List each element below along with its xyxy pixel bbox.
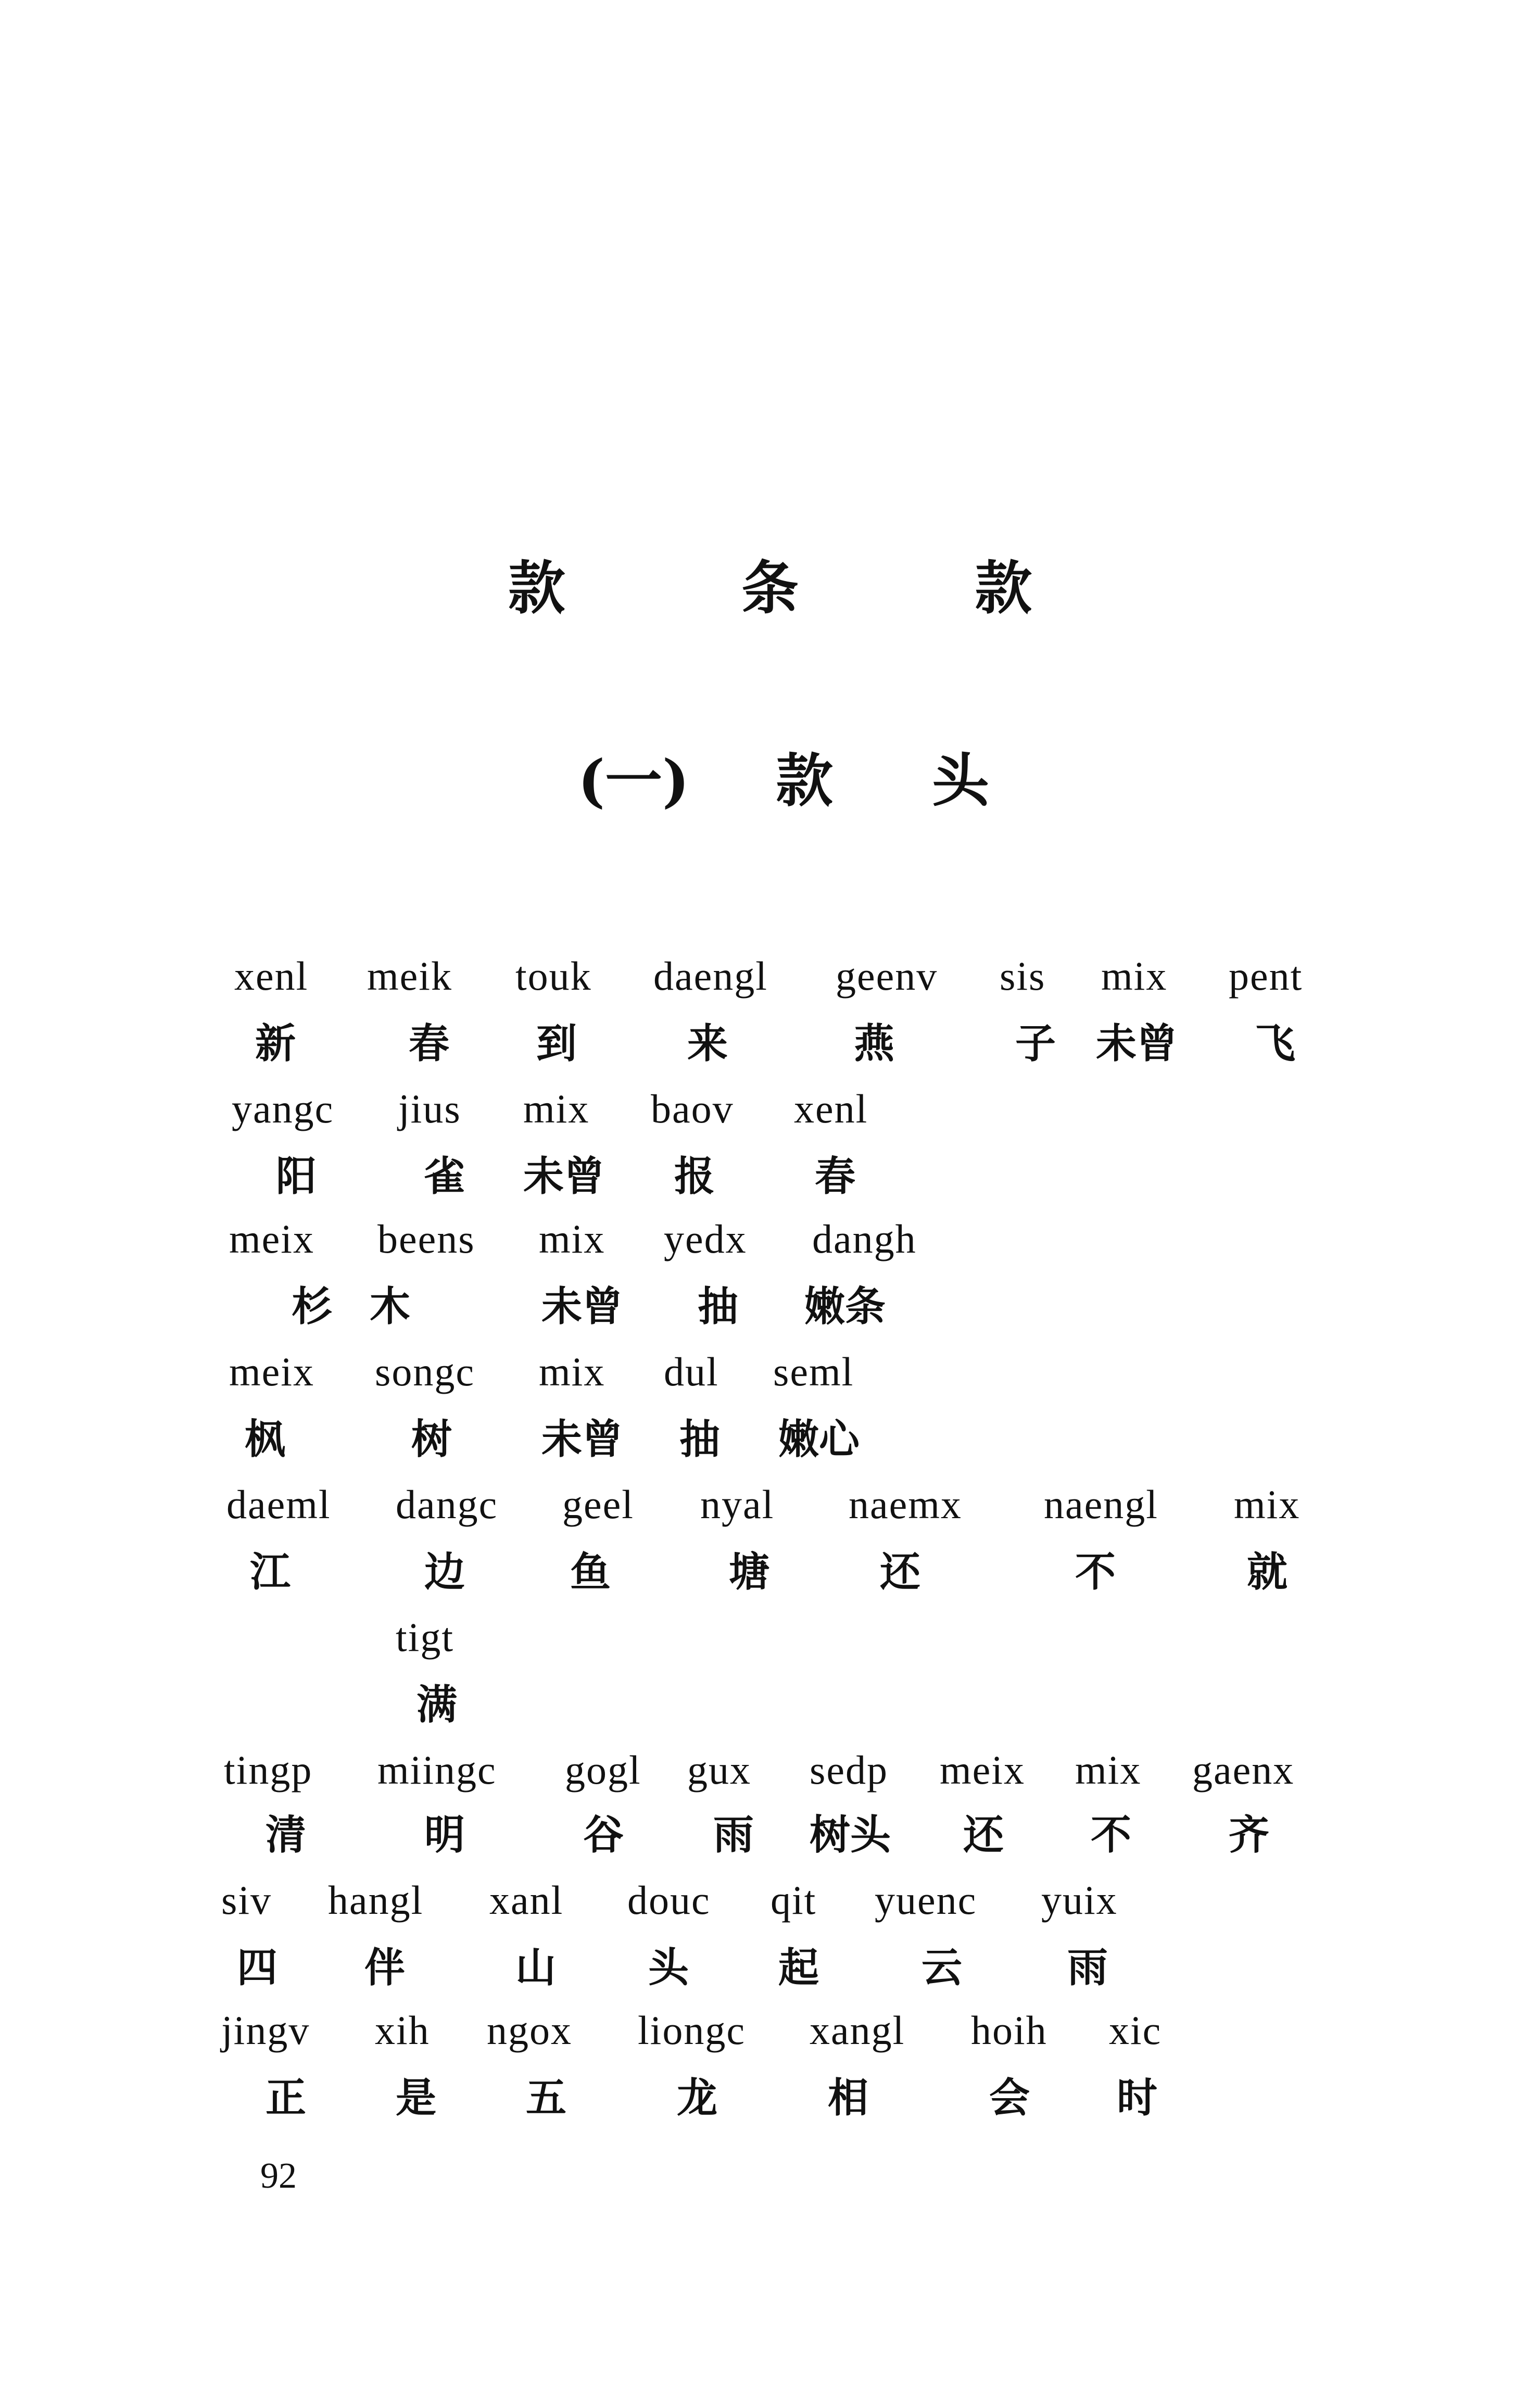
- page-title: 款 条 款: [508, 554, 1110, 622]
- romanized-word: hangl: [328, 1877, 424, 1923]
- romanized-word: tingp: [224, 1747, 313, 1793]
- romanized-word: gux: [687, 1747, 751, 1793]
- hanzi-word: 还: [880, 1549, 921, 1596]
- romanized-word: mix: [539, 1216, 605, 1261]
- hanzi-word: 伴: [364, 1945, 406, 1991]
- romanized-word: daeml: [226, 1482, 331, 1527]
- hanzi-word: 江: [250, 1549, 291, 1596]
- hanzi-word: 未曾: [541, 1283, 623, 1330]
- romanized-word: xenl: [234, 953, 309, 999]
- hanzi-word: 头: [648, 1945, 689, 1991]
- romanized-word: mix: [1101, 953, 1168, 999]
- hanzi-word: 子: [1015, 1020, 1056, 1067]
- romanized-word: daengl: [653, 953, 768, 999]
- romanized-word: seml: [773, 1349, 854, 1394]
- romanized-word: meix: [940, 1747, 1025, 1793]
- romanized-word: dangh: [812, 1216, 917, 1261]
- hanzi-word: 是: [396, 2075, 437, 2122]
- hanzi-word: 木: [370, 1283, 411, 1330]
- hanzi-word: 龙: [677, 2075, 718, 2122]
- page-number: 92: [260, 2156, 297, 2196]
- hanzi-word: 鱼: [570, 1549, 611, 1596]
- hanzi-word: 四: [237, 1945, 278, 1991]
- romanized-word: pent: [1229, 953, 1303, 999]
- hanzi-word: 不: [1075, 1549, 1116, 1596]
- romanized-word: tigt: [396, 1614, 455, 1660]
- romanized-word: xic: [1109, 2008, 1162, 2053]
- romanized-word: mix: [1075, 1747, 1142, 1793]
- hanzi-word: 来: [687, 1020, 728, 1067]
- hanzi-word: 未曾: [541, 1416, 623, 1463]
- romanized-word: dangc: [396, 1482, 498, 1527]
- romanized-word: nyal: [700, 1482, 775, 1527]
- romanized-word: meix: [229, 1216, 314, 1261]
- romanized-word: liongc: [638, 2008, 746, 2053]
- hanzi-word: 抽: [679, 1416, 721, 1463]
- hanzi-word: 树头: [810, 1812, 891, 1859]
- hanzi-word: 边: [424, 1549, 465, 1596]
- romanized-word: douc: [627, 1877, 711, 1923]
- romanized-word: touk: [515, 953, 592, 999]
- romanized-word: hoih: [971, 2008, 1047, 2053]
- hanzi-word: 枫: [245, 1416, 286, 1463]
- hanzi-word: 到: [536, 1020, 577, 1067]
- hanzi-word: 齐: [1229, 1812, 1270, 1859]
- romanized-word: mix: [539, 1349, 605, 1394]
- hanzi-word: 抽: [698, 1283, 739, 1330]
- romanized-word: xih: [375, 2008, 430, 2053]
- hanzi-word: 不: [1091, 1812, 1132, 1859]
- section-number: (一): [578, 747, 690, 814]
- romanized-word: xenl: [794, 1086, 868, 1131]
- hanzi-word: 春: [815, 1153, 856, 1200]
- hanzi-word: 未曾: [523, 1153, 605, 1200]
- romanized-word: xanl: [489, 1877, 564, 1923]
- romanized-word: sis: [1000, 953, 1046, 999]
- hanzi-word: 会: [989, 2075, 1030, 2122]
- hanzi-word: 燕: [854, 1020, 895, 1067]
- section-word-2: 头: [932, 747, 989, 814]
- hanzi-word: 塘: [729, 1549, 770, 1596]
- hanzi-word: 新: [255, 1020, 296, 1067]
- hanzi-word: 云: [922, 1945, 963, 1991]
- romanized-word: meik: [367, 953, 452, 999]
- romanized-word: yedx: [664, 1216, 747, 1261]
- romanized-word: naengl: [1044, 1482, 1158, 1527]
- hanzi-word: 雨: [713, 1812, 754, 1859]
- romanized-word: jius: [398, 1086, 461, 1131]
- romanized-word: mix: [523, 1086, 590, 1131]
- hanzi-word: 相: [828, 2075, 869, 2122]
- hanzi-word: 清: [266, 1812, 307, 1859]
- hanzi-word: 山: [515, 1945, 557, 1991]
- romanized-word: yangc: [232, 1086, 334, 1131]
- romanized-word: xangl: [810, 2008, 905, 2053]
- hanzi-word: 雀: [424, 1153, 465, 1200]
- hanzi-word: 还: [963, 1812, 1004, 1859]
- hanzi-word: 谷: [583, 1812, 624, 1859]
- romanized-word: beens: [377, 1216, 475, 1261]
- hanzi-word: 阳: [276, 1153, 317, 1200]
- romanized-word: geenv: [836, 953, 938, 999]
- romanized-word: mix: [1234, 1482, 1301, 1527]
- hanzi-word: 正: [266, 2075, 307, 2122]
- romanized-word: yuenc: [875, 1877, 977, 1923]
- romanized-word: songc: [375, 1349, 475, 1394]
- hanzi-word: 树: [411, 1416, 452, 1463]
- romanized-word: qit: [771, 1877, 817, 1923]
- hanzi-word: 嫩心: [778, 1416, 860, 1463]
- romanized-word: siv: [221, 1877, 272, 1923]
- romanized-word: gogl: [565, 1747, 641, 1793]
- romanized-word: dul: [664, 1349, 719, 1394]
- romanized-word: ngox: [487, 2008, 572, 2053]
- romanized-word: naemx: [849, 1482, 962, 1527]
- romanized-word: miingc: [377, 1747, 497, 1793]
- romanized-word: sedp: [810, 1747, 888, 1793]
- hanzi-word: 未曾: [1096, 1020, 1178, 1067]
- hanzi-word: 春: [409, 1020, 450, 1067]
- hanzi-word: 时: [1117, 2075, 1158, 2122]
- hanzi-word: 飞: [1255, 1020, 1296, 1067]
- hanzi-word: 起: [778, 1945, 819, 1991]
- hanzi-word: 雨: [1067, 1945, 1108, 1991]
- romanized-word: yuix: [1041, 1877, 1118, 1923]
- section-word-1: 款: [776, 747, 833, 814]
- hanzi-word: 满: [416, 1682, 458, 1728]
- romanized-word: baov: [651, 1086, 734, 1131]
- romanized-word: gaenx: [1192, 1747, 1295, 1793]
- hanzi-word: 五: [526, 2075, 567, 2122]
- hanzi-word: 杉: [292, 1283, 333, 1330]
- romanized-word: geel: [562, 1482, 634, 1527]
- hanzi-word: 明: [424, 1812, 465, 1859]
- hanzi-word: 报: [674, 1153, 715, 1200]
- hanzi-word: 嫩条: [804, 1283, 886, 1330]
- romanized-word: jingv: [221, 2008, 310, 2053]
- hanzi-word: 就: [1247, 1549, 1288, 1596]
- romanized-word: meix: [229, 1349, 314, 1394]
